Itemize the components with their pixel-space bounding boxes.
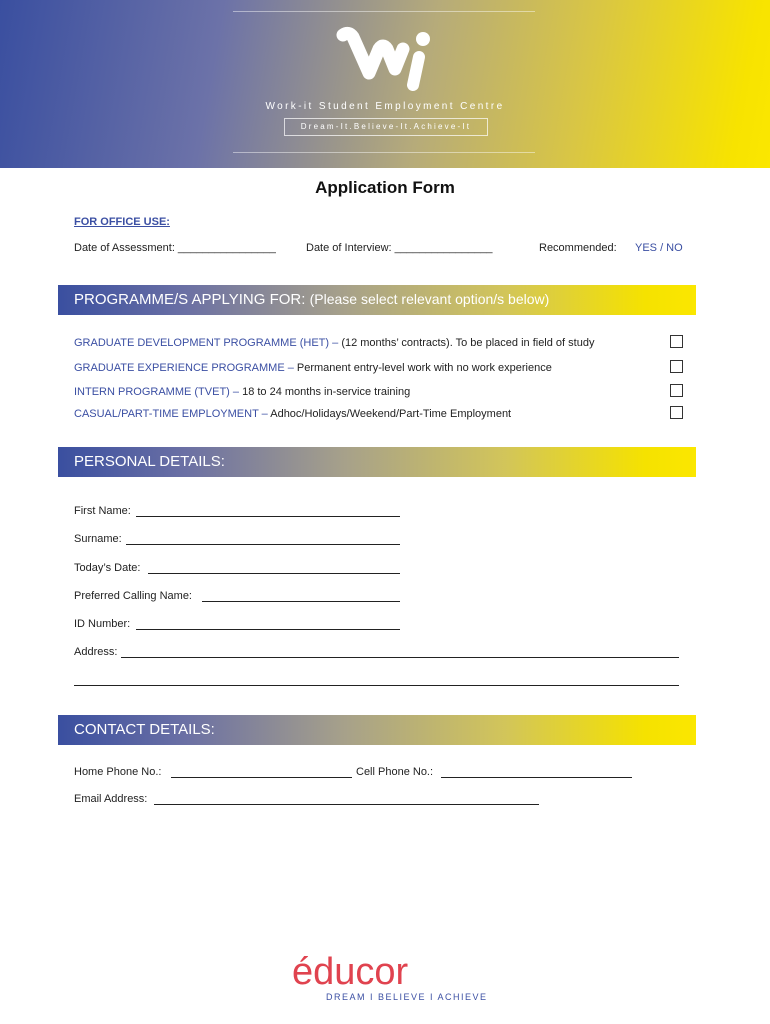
- work-it-logo-icon: [335, 25, 435, 95]
- brand-tagline: Work-it Student Employment Centre: [265, 101, 505, 112]
- programme-option-experience: [74, 362, 552, 374]
- educor-logo-icon: [292, 950, 492, 1004]
- contact-section-header: [58, 715, 696, 745]
- programmes-heading: PROGRAMME/S APPLYING FOR:: [74, 291, 306, 308]
- educor-logo-text: éducor: [292, 951, 409, 993]
- home-phone-label: Home Phone No.:: [74, 766, 162, 778]
- programme-het-checkbox[interactable]: [670, 335, 683, 348]
- todays-date-label: Today’s Date:: [74, 562, 141, 574]
- surname-field[interactable]: [126, 544, 400, 545]
- programme-intern-checkbox[interactable]: [670, 384, 683, 397]
- date-of-interview-field[interactable]: Date of Interview: ________________: [306, 242, 493, 254]
- programme-detail: Adhoc/Holidays/Weekend/Part-Time Employment: [270, 408, 512, 420]
- email-label: Email Address:: [74, 793, 148, 805]
- id-number-label: ID Number:: [74, 618, 131, 630]
- programme-name: GRADUATE DEVELOPMENT PROGRAMME (HET) –: [74, 337, 339, 349]
- preferred-name-label: Preferred Calling Name:: [74, 590, 192, 602]
- personal-heading: PERSONAL DETAILS:: [74, 453, 225, 470]
- form-title: Application Form: [315, 178, 455, 197]
- programme-detail: 18 to 24 months in-service training: [242, 386, 411, 398]
- home-phone-field[interactable]: [171, 777, 352, 778]
- address-field-line-1[interactable]: [121, 657, 679, 658]
- contact-heading: CONTACT DETAILS:: [74, 721, 215, 738]
- first-name-label: First Name:: [74, 505, 131, 517]
- preferred-name-field[interactable]: [202, 601, 400, 602]
- id-number-field[interactable]: [136, 629, 400, 630]
- email-field[interactable]: [154, 804, 539, 805]
- office-use-label: FOR OFFICE USE:: [74, 216, 170, 228]
- programme-name: CASUAL/PART-TIME EMPLOYMENT –: [74, 408, 268, 420]
- programmes-heading-note: (Please select relevant option/s below): [309, 291, 550, 307]
- programme-detail: (12 months’ contracts). To be placed in field of study: [341, 337, 595, 349]
- programmes-section-header: [58, 285, 696, 315]
- header-divider-bottom: [233, 152, 535, 153]
- todays-date-field[interactable]: [148, 573, 400, 574]
- address-field-line-2[interactable]: [74, 685, 679, 686]
- programme-detail: Permanent entry-level work with no work experience: [296, 362, 552, 374]
- programme-name: INTERN PROGRAMME (TVET) –: [74, 386, 240, 398]
- programme-experience-checkbox[interactable]: [670, 360, 683, 373]
- programme-casual-checkbox[interactable]: [670, 406, 683, 419]
- address-label: Address:: [74, 646, 118, 658]
- header-divider-top: [233, 11, 535, 12]
- recommended-label: Recommended:: [539, 242, 617, 254]
- first-name-field[interactable]: [136, 516, 400, 517]
- educor-tagline: DREAM I BELIEVE I ACHIEVE: [326, 992, 488, 1002]
- cell-phone-label: Cell Phone No.:: [356, 766, 434, 778]
- cell-phone-field[interactable]: [441, 777, 632, 778]
- recommended-yes-no[interactable]: YES / NO: [635, 242, 683, 254]
- programme-name: GRADUATE EXPERIENCE PROGRAMME –: [74, 362, 294, 374]
- personal-section-header: [58, 447, 696, 477]
- surname-label: Surname:: [74, 533, 122, 545]
- programme-option-casual: [74, 408, 511, 420]
- programme-option-intern: [74, 386, 410, 398]
- programme-option-het: [74, 337, 594, 349]
- header-banner: [0, 0, 770, 168]
- date-of-assessment-field[interactable]: Date of Assessment: ________________: [74, 242, 276, 254]
- brand-subtitle: Dream-It.Believe-It.Achieve-It: [284, 118, 488, 136]
